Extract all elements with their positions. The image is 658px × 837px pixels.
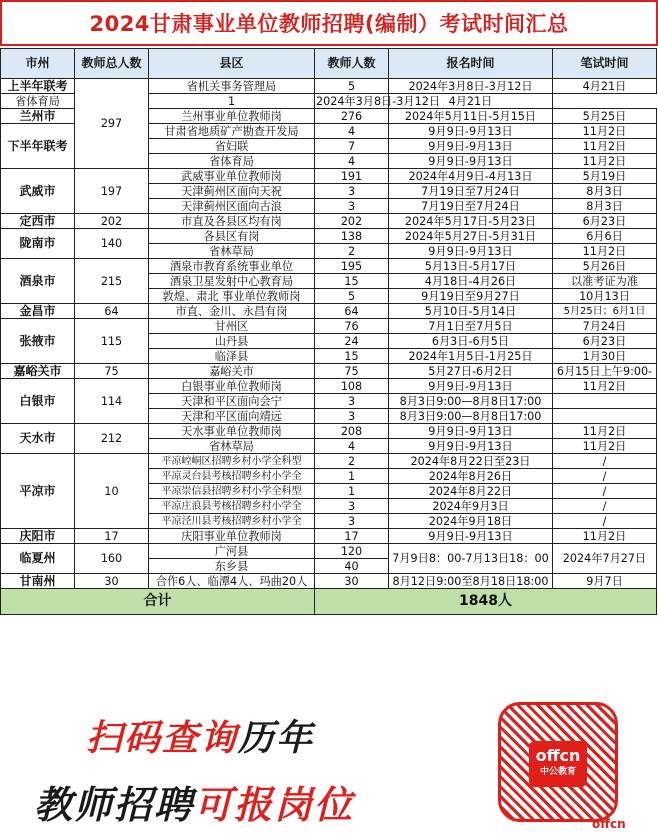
- schedule-table: [0, 48, 657, 615]
- cell-district: 平凉灵台县考核招聘乡村小学全: [149, 469, 315, 484]
- cell-exam: /: [553, 499, 657, 514]
- table-row: [1, 379, 657, 394]
- table-row: [1, 364, 657, 379]
- cell-registration: 2024年8月22日: [389, 484, 553, 499]
- cell-exam: 7月24日: [553, 319, 657, 334]
- table-row: [1, 304, 657, 319]
- cell-registration: 9月9日-9月13日: [389, 424, 553, 439]
- cell-exam: 11月2日: [553, 379, 657, 394]
- cell-exam: 5月19日: [553, 169, 657, 184]
- cell-city: 白银市: [1, 379, 75, 424]
- cell-city: 酒泉市: [1, 259, 75, 304]
- cell-exam: 6月23日: [553, 334, 657, 349]
- cell-registration: 2024年5月27日-5月31日: [389, 229, 553, 244]
- cell-count: 76: [315, 319, 389, 334]
- cell-exam: 5月25日；6月1日: [553, 304, 657, 319]
- cell-registration: 2024年3月8日-3月12日: [389, 79, 553, 94]
- cell-city: 临夏州: [1, 544, 75, 574]
- cell-registration: 2024年5月11日-5月15日: [389, 109, 553, 124]
- cell-district: 庆阳事业单位教师岗: [149, 529, 315, 544]
- cell-exam: /: [553, 514, 657, 529]
- cell-count: 3: [315, 514, 389, 529]
- cell-district: 天津和平区面向会宁: [149, 394, 315, 409]
- cell-total: 197: [75, 169, 149, 214]
- table-header-row: [1, 49, 657, 79]
- cell-district: 省机关事务管理局: [149, 79, 315, 94]
- cell-city: 兰州市: [1, 109, 75, 124]
- cell-city: 庆阳市: [1, 529, 75, 544]
- table-row: [1, 529, 657, 544]
- promo-line-2: [34, 774, 354, 829]
- cell-total: 140: [75, 229, 149, 259]
- cell-registration: 2024年9月18日: [389, 514, 553, 529]
- cell-count: 276: [315, 109, 389, 124]
- cell-count: 64: [315, 304, 389, 319]
- cell-count: 15: [315, 349, 389, 364]
- cell-total: 10: [75, 454, 149, 529]
- cell-total: 114: [75, 379, 149, 424]
- cell-registration: 5月27日-6月2日: [389, 364, 553, 379]
- table-row: [1, 424, 657, 439]
- cell-registration: 9月9日-9月13日: [389, 244, 553, 259]
- cell-district: 省林草局: [149, 244, 315, 259]
- table-row: [1, 229, 657, 244]
- cell-district: 天津和平区面向靖远: [149, 409, 315, 424]
- cell-registration: 9月9日-9月13日: [389, 124, 553, 139]
- cell-exam: 11月2日: [553, 439, 657, 454]
- cell-count: 2: [315, 454, 389, 469]
- cell-city: 陇南市: [1, 229, 75, 259]
- cell-registration: 2024年8月22日至23日: [389, 454, 553, 469]
- cell-city: 上半年联考: [1, 79, 75, 94]
- cell-exam: 11月2日: [553, 139, 657, 154]
- cell-total: 160: [75, 544, 149, 574]
- cell-registration: 6月3日-6月5日: [389, 334, 553, 349]
- table-row: [1, 79, 657, 94]
- cell-total: 215: [75, 259, 149, 304]
- cell-registration: 2024年5月17日-5月23日: [389, 214, 553, 229]
- cell-district: 酒泉卫星发射中心教育局: [149, 274, 315, 289]
- promo-text-years: 历年: [238, 718, 315, 759]
- table-row: [1, 169, 657, 184]
- brand-watermark: offcn: [592, 817, 626, 831]
- cell-registration: 8月3日9:00—8月8日17:00: [389, 409, 553, 424]
- cell-count: 1: [315, 484, 389, 499]
- total-row: [1, 589, 657, 615]
- header-city: 市州: [1, 49, 75, 79]
- cell-exam: 6月15日上午9:00-: [553, 364, 657, 379]
- cell-count: 75: [315, 364, 389, 379]
- cell-district: 市直及各县区均有岗: [149, 214, 315, 229]
- cell-district: 市直、金川、永昌有岗: [149, 304, 315, 319]
- cell-district: 武威事业单位教师岗: [149, 169, 315, 184]
- cell-total: 202: [75, 214, 149, 229]
- cell-count: 4: [315, 439, 389, 454]
- cell-count: 1: [149, 94, 315, 109]
- cell-count: 108: [315, 379, 389, 394]
- total-value: 1848人: [315, 589, 657, 615]
- page-title: 2024甘肃事业单位教师招聘(编制）考试时间汇总: [0, 0, 658, 46]
- cell-registration: 7月9日8：00-7月13日18：00: [389, 544, 553, 574]
- cell-district: 天津蓟州区面向古浪: [149, 199, 315, 214]
- cell-exam: 11月2日: [553, 529, 657, 544]
- cell-count: 3: [315, 394, 389, 409]
- cell-registration: 2024年9月3日: [389, 499, 553, 514]
- promo-text-query: 扫码查询: [86, 718, 239, 759]
- cell-count: 15: [315, 274, 389, 289]
- cell-exam: 4月21日: [553, 79, 657, 94]
- header-exam: 笔试时间: [553, 49, 657, 79]
- promo-text-positions: 可报岗位: [194, 783, 355, 827]
- cell-district: 山丹县: [149, 334, 315, 349]
- cell-count: 3: [315, 409, 389, 424]
- cell-count: 191: [315, 169, 389, 184]
- cell-district: 白银事业单位教师岗: [149, 379, 315, 394]
- cell-count: 5: [315, 289, 389, 304]
- cell-city: 张掖市: [1, 319, 75, 364]
- total-label: 合计: [1, 589, 315, 615]
- cell-district: 天水事业单位教师岗: [149, 424, 315, 439]
- cell-registration: 2024年3月8日-3月12日: [316, 94, 441, 108]
- cell-exam: 11月2日: [553, 424, 657, 439]
- cell-district: 合作6人、临潭4人、玛曲20人: [149, 574, 315, 589]
- cell-exam: 11月2日: [553, 124, 657, 139]
- cell-exam: [553, 394, 657, 409]
- cell-registration: 7月19日至7月24日: [389, 184, 553, 199]
- cell-registration: 4月18日-4月26日: [389, 274, 553, 289]
- cell-exam: /: [553, 469, 657, 484]
- cell-exam: 6月23日: [553, 214, 657, 229]
- cell-exam: 以准考证为准: [553, 274, 657, 289]
- cell-count: 30: [315, 574, 389, 589]
- cell-district: 省妇联: [149, 139, 315, 154]
- cell-exam: 8月3日: [553, 184, 657, 199]
- cell-exam: 8月3日: [553, 199, 657, 214]
- header-district: 县区: [149, 49, 315, 79]
- cell-exam: 4月21日: [389, 94, 553, 109]
- cell-district: 东乡县: [149, 559, 315, 574]
- cell-city: 定西市: [1, 214, 75, 229]
- header-registration: 报名时间: [389, 49, 553, 79]
- cell-exam: /: [553, 484, 657, 499]
- cell-district: 各县区有岗: [149, 229, 315, 244]
- cell-city: 金昌市: [1, 304, 75, 319]
- cell-count: 202: [315, 214, 389, 229]
- cell-district: 嘉峪关市: [149, 364, 315, 379]
- cell-city: 天水市: [1, 424, 75, 454]
- cell-district: 甘肃省地质矿产勘查开发局: [149, 124, 315, 139]
- cell-district: 省体育局: [1, 94, 75, 109]
- cell-city: 平凉市: [1, 454, 75, 529]
- cell-total: 30: [75, 574, 149, 589]
- cell-registration: 5月13日-5月17日: [389, 259, 553, 274]
- cell-count: 7: [315, 139, 389, 154]
- cell-registration: 2024年1月5日-1月25日: [389, 349, 553, 364]
- cell-count: 3: [315, 199, 389, 214]
- qr-code[interactable]: [498, 702, 618, 822]
- cell-registration: 5月10日-5月14日: [389, 304, 553, 319]
- cell-registration: 9月9日-9月13日: [389, 379, 553, 394]
- cell-district: 省林草局: [149, 439, 315, 454]
- cell-total: 297: [75, 79, 149, 169]
- cell-district: 天津蓟州区面向天祝: [149, 184, 315, 199]
- table-row: [1, 574, 657, 589]
- cell-exam: 11月2日: [553, 154, 657, 169]
- cell-total: 64: [75, 304, 149, 319]
- header-count: 教师人数: [315, 49, 389, 79]
- cell-registration: 2024年4月9日-4月13日: [389, 169, 553, 184]
- cell-count: 2: [315, 244, 389, 259]
- cell-total: 75: [75, 364, 149, 379]
- table-row: [1, 454, 657, 469]
- cell-district: 敦煌、肃北 事业单位教师岗: [149, 289, 315, 304]
- cell-registration: 7月19日至7月24日: [389, 199, 553, 214]
- cell-count: 120: [315, 544, 389, 559]
- promo-line-1: [86, 710, 314, 761]
- cell-district: 省体育局: [149, 154, 315, 169]
- cell-city: 嘉峪关市: [1, 364, 75, 379]
- promo-banner: [0, 688, 658, 837]
- cell-exam: /: [553, 454, 657, 469]
- cell-count: 208: [315, 424, 389, 439]
- offcn-logo: offcn 中公教育: [529, 741, 587, 787]
- table-body: [1, 79, 657, 589]
- cell-total: 115: [75, 319, 149, 364]
- cell-count: 5: [315, 79, 389, 94]
- cell-registration: 2024年8月26日: [389, 469, 553, 484]
- cell-district: 兰州事业单位教师岗: [149, 109, 315, 124]
- cell-district: 酒泉市教育系统事业单位: [149, 259, 315, 274]
- cell-city: 下半年联考: [1, 124, 75, 169]
- cell-exam: 2024年7月27日: [553, 544, 657, 574]
- cell-exam: 9月7日: [553, 574, 657, 589]
- cell-exam: 1月30日: [553, 349, 657, 364]
- cell-exam: 5月26日: [553, 259, 657, 274]
- cell-city: 甘南州: [1, 574, 75, 589]
- cell-count: 138: [315, 229, 389, 244]
- table-row: [1, 544, 657, 559]
- cell-total: 212: [75, 424, 149, 454]
- cell-district: 平凉庄浪县考核招聘乡村小学全: [149, 499, 315, 514]
- cell-exam: [553, 409, 657, 424]
- cell-registration: 9月19日至9月27日: [389, 289, 553, 304]
- cell-city: 武威市: [1, 169, 75, 214]
- cell-district: 平凉崇信县招聘乡村小学全科型: [149, 484, 315, 499]
- cell-count: 3: [315, 184, 389, 199]
- cell-exam: 11月2日: [553, 244, 657, 259]
- cell-exam: 10月13日: [553, 289, 657, 304]
- cell-district: 甘州区: [149, 319, 315, 334]
- cell-registration: 9月9日-9月13日: [389, 154, 553, 169]
- cell-registration: 9月9日-9月13日: [389, 529, 553, 544]
- table-row: [1, 214, 657, 229]
- cell-registration: 7月1日至7月5日: [389, 319, 553, 334]
- cell-district: 平凉泾川县考核招聘乡村小学全: [149, 514, 315, 529]
- cell-count: 3: [315, 499, 389, 514]
- cell-count: 24: [315, 334, 389, 349]
- cell-count: 1: [315, 469, 389, 484]
- header-total: 教师总人数: [75, 49, 149, 79]
- cell-exam: 5月25日: [553, 109, 657, 124]
- cell-district: 临泽县: [149, 349, 315, 364]
- cell-count: 4: [315, 124, 389, 139]
- table-row: [1, 259, 657, 274]
- cell-registration: 9月9日-9月13日: [389, 139, 553, 154]
- cell-total: 17: [75, 529, 149, 544]
- cell-registration: 8月3日9:00—8月8日17:00: [389, 394, 553, 409]
- table-row: [1, 319, 657, 334]
- cell-registration: 8月12日9:00至8月18日18:00: [389, 574, 553, 589]
- cell-count: 17: [315, 529, 389, 544]
- cell-district: 平凉崆峒区招聘乡村小学全科型: [149, 454, 315, 469]
- cell-district: 广河县: [149, 544, 315, 559]
- cell-count: 4: [315, 154, 389, 169]
- cell-count: 195: [315, 259, 389, 274]
- promo-text-recruit: 教师招聘: [34, 783, 195, 827]
- cell-exam: 6月6日: [553, 229, 657, 244]
- cell-count: 40: [315, 559, 389, 574]
- cell-registration: 9月9日-9月13日: [389, 439, 553, 454]
